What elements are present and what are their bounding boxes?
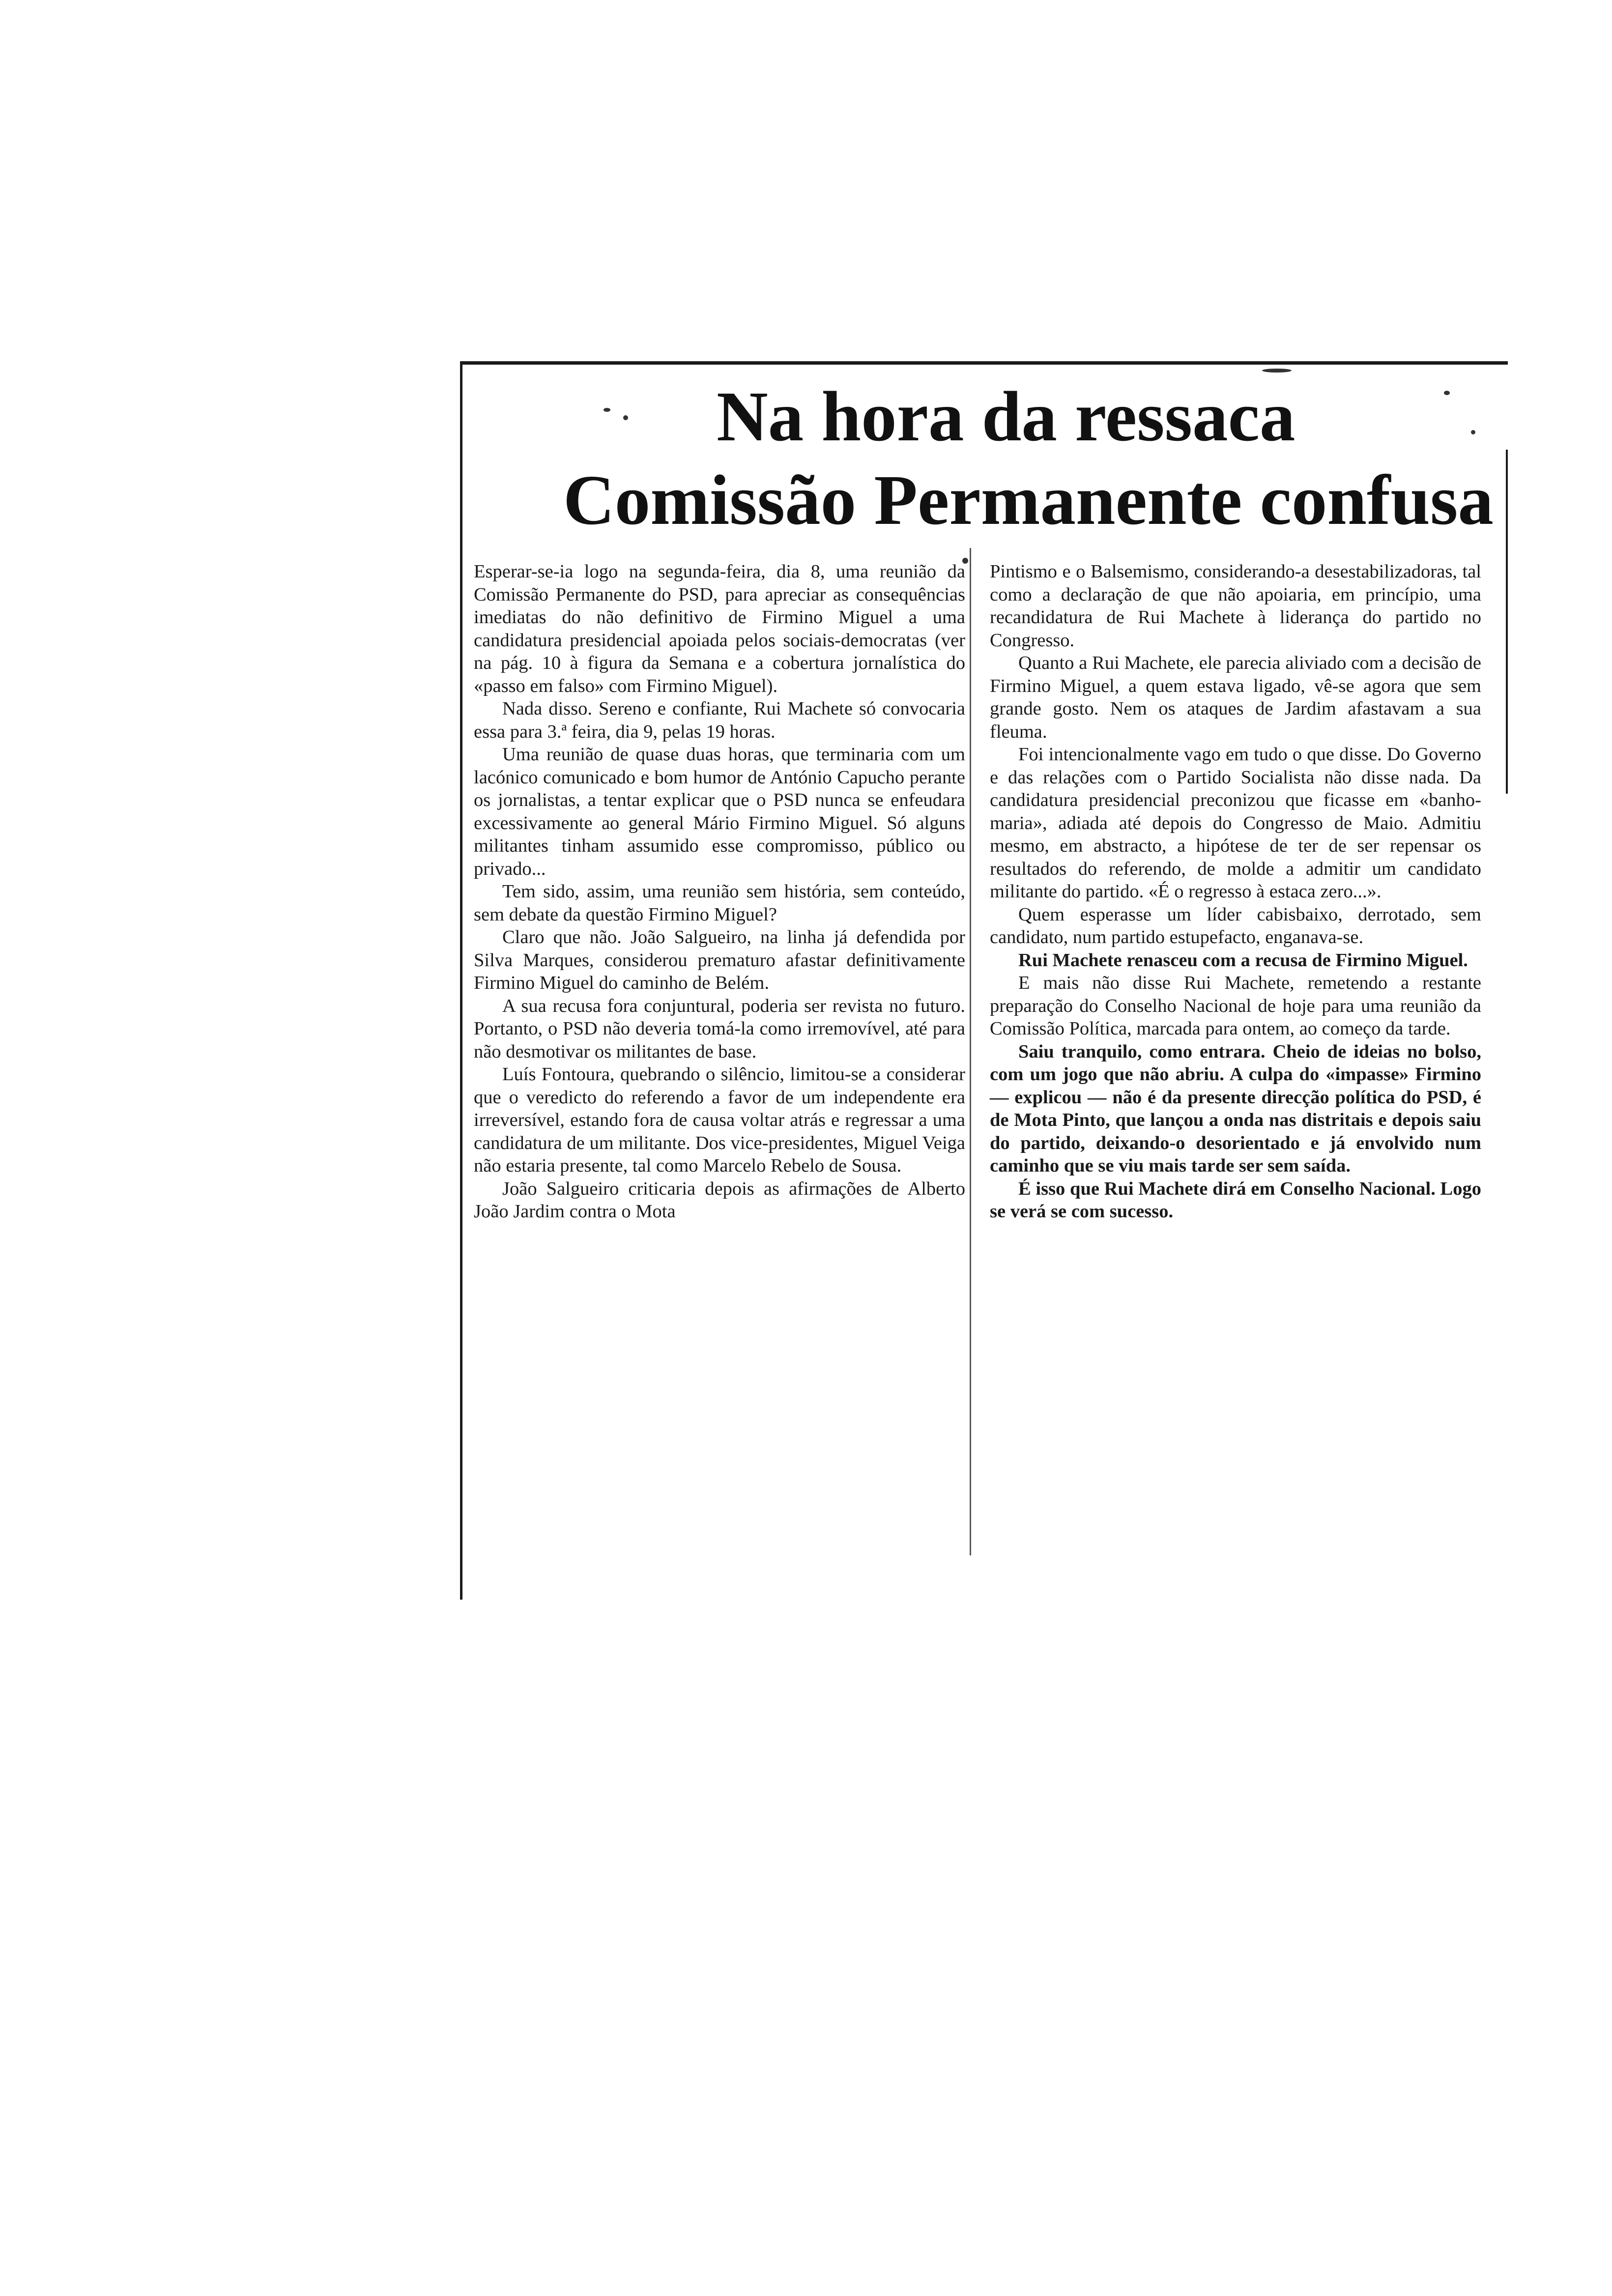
print-speck	[604, 408, 610, 412]
top-border-rule	[460, 361, 1508, 365]
paragraph: Tem sido, assim, uma reunião sem história, sem conteúdo, sem debate da questão Firmino Miguel?	[474, 881, 965, 925]
print-speck	[1262, 369, 1292, 373]
paragraph: Foi intencionalmente vago em tudo o que disse. Do Governo e das relações com o Partido Socialista não disse nada. Da candidatura presidencial preconizou que ficasse em «banho-maria», adiada até depois do Congresso de Maio. Admitiu mesmo, em abstracto, a hipótese de ter de ser repensar os resultados do referendo, de molde a admitir um candidato militante do partido. «É o regresso à estaca zero...».	[990, 744, 1481, 902]
column-divider	[970, 548, 971, 1555]
paragraph: Quanto a Rui Machete, ele parecia aliviado com a decisão de Firmino Miguel, a quem estava ligado, vê-se agora que sem grande gosto. Nem os ataques de Jardim afastavam a sua fleuma.	[990, 653, 1481, 742]
paragraph: A sua recusa fora conjuntural, poderia ser revista no futuro. Portanto, o PSD não deveria tomá-la como irremovível, até para não desmotivar os militantes de base.	[474, 995, 965, 1062]
newspaper-clipping	[451, 361, 1508, 1600]
print-speck	[1471, 430, 1475, 434]
print-speck	[1444, 391, 1450, 395]
bold-paragraph: Rui Machete renasceu com a recusa de Firmino Miguel.	[1018, 949, 1468, 971]
print-speck	[623, 415, 628, 420]
paragraph: Nada disso. Sereno e confiante, Rui Machete só convocaria essa para 3.ª feira, dia 9, pelas 19 horas.	[474, 698, 965, 742]
paragraph: Uma reunião de quase duas horas, que terminaria com um lacónico comunicado e bom humor de António Capucho perante os jornalistas, a tentar explicar que o PSD nunca se enfeudara excessivamente ao general Mário Firmino Miguel. Só alguns militantes tinham assumido esse compromisso, público ou privado...	[474, 744, 965, 879]
right-border-rule	[1506, 450, 1508, 794]
paragraph: Quem esperasse um líder cabisbaixo, derrotado, sem candidato, num partido estupefacto, enganava-se.	[990, 904, 1481, 947]
paragraph: Claro que não. João Salgueiro, na linha já defendida por Silva Marques, considerou prematuro afastar definitivamente Firmino Miguel do caminho de Belém.	[474, 927, 965, 993]
paragraph: Luís Fontoura, quebrando o silêncio, limitou-se a considerar que o veredicto do referendo a favor de um independente era irreversível, estando fora de causa voltar atrás e regressar a uma candidatura de um militante. Dos vice-presidentes, Miguel Veiga não estaria presente, tal como Marcelo Rebelo de Sousa.	[474, 1064, 965, 1176]
paragraph: Pintismo e o Balsemismo, considerando-a desestabilizadoras, tal como a declaração de que não apoiaria, em princípio, uma recandidatura de Rui Machete à liderança do partido no Congresso.	[990, 561, 1481, 651]
left-column	[474, 560, 965, 1223]
bold-paragraph: É isso que Rui Machete dirá em Conselho Nacional. Logo se verá se com sucesso.	[990, 1178, 1481, 1222]
headline-line-1: Na hora da ressaca	[717, 377, 1295, 456]
paragraph: João Salgueiro criticaria depois as afirmações de Alberto João Jardim contra o Mota	[474, 1178, 965, 1222]
right-column	[990, 560, 1481, 1223]
left-border-rule	[460, 361, 462, 1600]
headline-line-2: Comissão Permanente confusa	[563, 461, 1494, 540]
bold-paragraph: Saiu tranquilo, como entrara. Cheio de ideias no bolso, com um jogo que não abriu. A culpa do «impasse» Firmino — explicou — não é da presente direcção política do PSD, é de Mota Pinto, que lançou a onda nas distritais e depois saiu do partido, deixando-o desorientado e já envolvido num caminho que se viu mais tarde ser sem saída.	[990, 1041, 1481, 1176]
paragraph: Esperar-se-ia logo na segunda-feira, dia 8, uma reunião da Comissão Permanente do PSD, para apreciar as consequências imediatas do não definitivo de Firmino Miguel a uma candidatura presidencial apoiada pelos sociais-democratas (ver na pág. 10 à figura da Semana e a cobertura jornalística do «passo em falso» com Firmino Miguel).	[474, 561, 965, 696]
paragraph: E mais não disse Rui Machete, remetendo a restante preparação do Conselho Nacional de hoje para uma reunião da Comissão Política, marcada para ontem, ao começo da tarde.	[990, 973, 1481, 1039]
